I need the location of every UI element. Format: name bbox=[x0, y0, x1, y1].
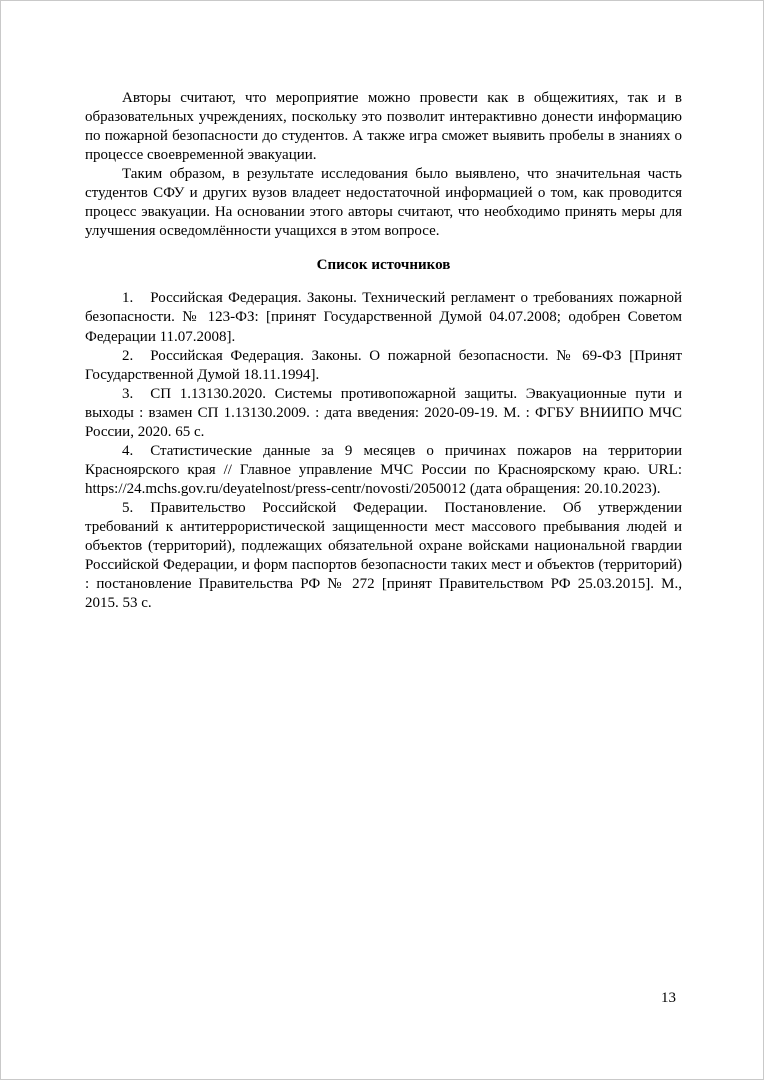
reference-item bbox=[85, 347, 682, 385]
reference-text: Статистические данные за 9 месяцев о причинах пожаров на территории Красноярского края // Главное управление МЧС России по Красноярскому краю. URL: https://24.mchs.gov.ru/deyatelnost/press-centr/novosti/2050012 (дата обращения: 20.10.2023). bbox=[85, 442, 682, 497]
reference-text: Российская Федерация. Законы. О пожарной безопасности. № 69-ФЗ [Принят Государственной Думой 18.11.1994]. bbox=[85, 347, 682, 383]
reference-number: 4. bbox=[122, 442, 134, 459]
reference-item bbox=[85, 499, 682, 613]
reference-text: СП 1.13130.2020. Системы противопожарной защиты. Эвакуационные пути и выходы : взамен СП 1.13130.2009. : дата введения: 2020-09-19. М. : ФГБУ ВНИИПО МЧС России, 2020. 65 с. bbox=[85, 385, 682, 440]
reference-item bbox=[85, 442, 682, 499]
reference-number: 1. bbox=[122, 290, 134, 307]
reference-text: Российская Федерация. Законы. Технический регламент о требованиях пожарной безопасности. № 123-ФЗ: [принят Государственной Думой 04.07.2008; одобрен Советом Федерации 11.07.2008]. bbox=[85, 290, 682, 345]
body-paragraph: Авторы считают, что мероприятие можно провести как в общежитиях, так и в образовательных учреждениях, поскольку это позволит интерактивно донести информацию по пожарной безопасности до студентов. А также игра сможет выявить пробелы в знаниях о процессе своевременной эвакуации. bbox=[85, 90, 682, 164]
body-paragraph: Таким образом, в результате исследования было выявлено, что значительная часть студентов СФУ и других вузов владеет недостаточной информацией о том, как проводится процесс эвакуации. На основании этого авторы считают, что необходимо принять меры для улучшения осведомлённости учащихся в этом вопросе. bbox=[85, 166, 682, 240]
reference-text: Правительство Российской Федерации. Постановление. Об утверждении требований к антитеррористической защищенности мест массового пребывания людей и объектов (территорий), подлежащих обязательной охране войсками национальной гвардии Российской Федерации, и форм паспортов безопасности таких мест и объектов (территорий) : постановление Правительства РФ № 272 [принят Правительством РФ 25.03.2015]. М., 2015. 53 с. bbox=[85, 499, 682, 612]
reference-item bbox=[85, 289, 682, 346]
section-heading: Список источников bbox=[316, 257, 451, 274]
page-content bbox=[85, 89, 682, 613]
reference-number: 2. bbox=[122, 347, 134, 364]
page-number: 13 bbox=[661, 990, 676, 1006]
reference-number: 5. bbox=[122, 499, 134, 516]
reference-number: 3. bbox=[122, 385, 134, 402]
reference-item bbox=[85, 385, 682, 442]
